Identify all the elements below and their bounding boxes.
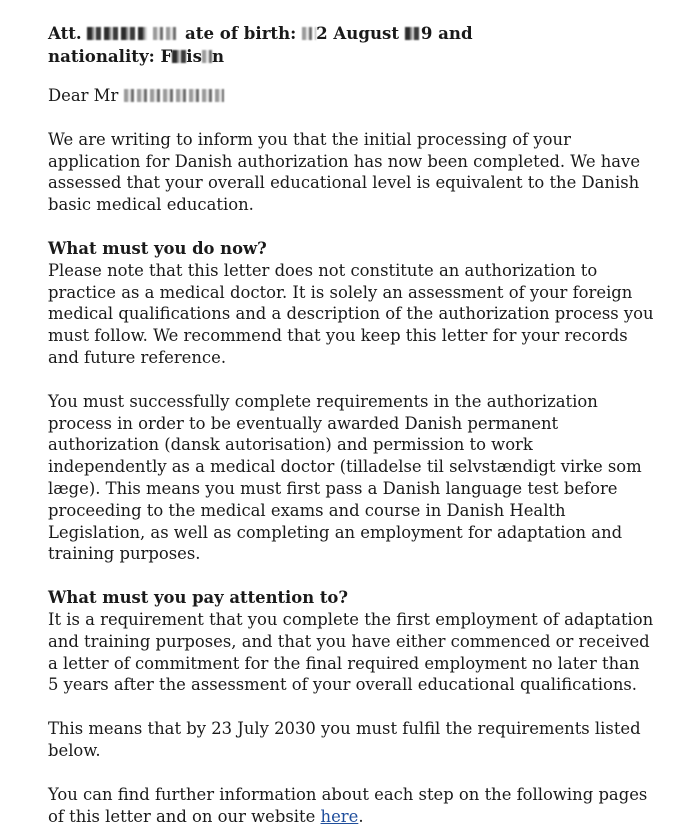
heading-what-to-do: What must you do now?	[48, 238, 267, 258]
paragraph-further-info	[48, 784, 654, 828]
redacted-dob-day	[302, 27, 316, 40]
heading-pay-attention: What must you pay attention to?	[48, 588, 348, 608]
nationality-line	[48, 45, 654, 68]
intro-paragraph: We are writing to inform you that the initial processing of your application for Danish authorization has now been completed. We have assessed that your overall educational level is equivalent to the Danish basic medical education.	[48, 129, 641, 215]
nationality-start: F	[160, 45, 173, 66]
nationality-mid: is	[186, 45, 202, 66]
paragraph-requirements: You must successfully complete requirements in the authorization process in order to be eventually awarded Danish permanent authorization (dansk autorisation) and permission to work independently as a medical doctor (tilladelse til selvstændigt virke som læge). This means you must first pass a Danish language test before proceeding to the medical exams and course in Danish Health Legislation, as well as completing an employment for adaptation and training purposes.	[48, 391, 642, 564]
nationality-label: nationality:	[48, 45, 155, 66]
dob-month: August	[333, 23, 400, 43]
redacted-nationality-part	[202, 50, 212, 63]
recipient-header	[48, 22, 654, 45]
nationality-end: n	[211, 45, 225, 66]
redacted-nationality	[172, 50, 186, 63]
dob-day: 2	[316, 23, 328, 43]
paragraph-deadline: This means that by 23 July 2030 you must fulfil the requirements listed below.	[48, 719, 641, 760]
paragraph-authorization-note: Please note that this letter does not constitute an authorization to practice as a medical doctor. It is solely an assessment of your foreign medical qualifications and a description of the authorization process you must follow. We recommend that you keep this letter for your records and future reference.	[48, 260, 654, 367]
redacted-name-part	[153, 27, 179, 40]
letter-page	[48, 22, 654, 827]
salutation-prefix: Dear Mr	[48, 86, 119, 105]
further-info-text: You can find further information about each step on the following pages of this letter and on our website	[48, 784, 648, 826]
att-prefix: Att.	[48, 23, 82, 43]
redacted-dob-year	[405, 27, 421, 40]
salutation	[48, 85, 654, 107]
paragraph-employment-requirement: It is a requirement that you complete the first employment of adaptation and training purposes, and that you have either commenced or received a letter of commitment for the final required employment no later than 5 years after the assessment of your overall educational qualifications.	[48, 609, 654, 695]
redacted-recipient-name	[124, 89, 224, 102]
dob-year-end: 9	[420, 23, 433, 43]
and-word: and	[438, 23, 473, 43]
dob-label: ate of birth:	[185, 23, 297, 43]
further-info-end: .	[358, 806, 364, 826]
website-link[interactable]: here	[320, 806, 359, 826]
redacted-name	[87, 27, 147, 40]
